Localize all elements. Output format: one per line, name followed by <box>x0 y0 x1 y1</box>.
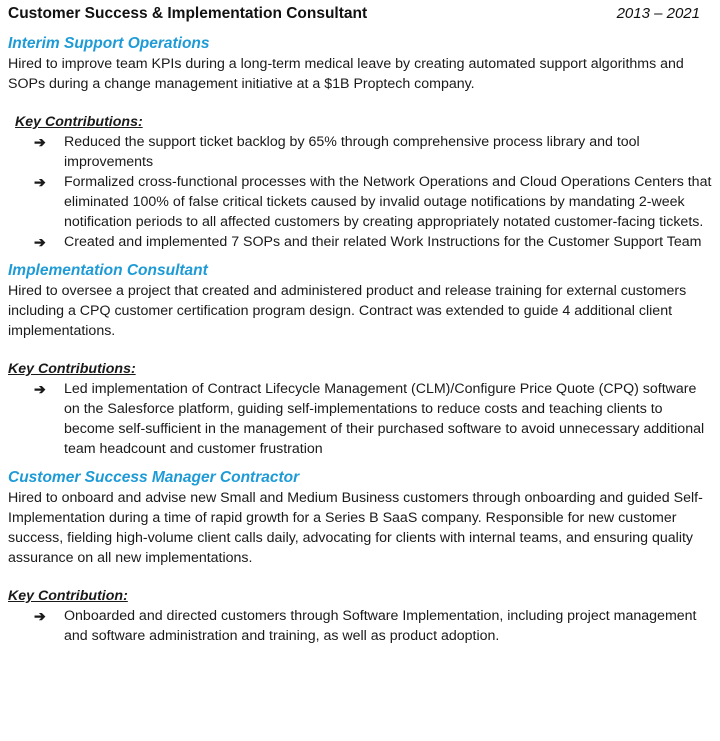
contributions-list <box>8 132 712 252</box>
arrow-right-icon: ➔ <box>34 174 46 190</box>
key-contributions-label: Key Contribution: <box>8 588 128 604</box>
section-description: Hired to oversee a project that created and administered product and release training for external customers including a CPQ customer certification program design. Contract was extended to guide 4 additional client implementations. <box>8 283 687 339</box>
bullet-text: Led implementation of Contract Lifecycle Management (CLM)/Configure Price Quote (CPQ) software on the Salesforce platform, guiding self-implementations to reduce costs and teaching clients to become self-sufficient in the management of their purchased software to avoid unnecessary additional team headcount and customer frustration <box>64 381 705 457</box>
bullet-text: Reduced the support ticket backlog by 65% through comprehensive process library and tool improvements <box>64 134 640 170</box>
key-contributions-label: Key Contributions: <box>8 361 136 377</box>
arrow-right-icon: ➔ <box>34 234 46 250</box>
section-title: Interim Support Operations <box>8 35 210 52</box>
section-csm-contractor <box>8 467 712 646</box>
job-dates: 2013 – 2021 <box>616 5 700 22</box>
job-title: Customer Success & Implementation Consultant <box>8 5 368 22</box>
arrow-right-icon: ➔ <box>34 608 46 624</box>
bullet-text: Formalized cross-functional processes with the Network Operations and Cloud Operations Centers that eliminated 100% of false critical tickets caused by invalid outage notifications by mandating 2-week notification periods to all affected customers by creating appropriately notated customer-facing tickets. <box>64 174 712 230</box>
arrow-right-icon: ➔ <box>34 134 46 150</box>
list-item <box>32 606 712 646</box>
section-description: Hired to improve team KPIs during a long-term medical leave by creating automated support algorithms and SOPs during a change management initiative at a $1B Proptech company. <box>8 56 684 92</box>
bullet-text: Onboarded and directed customers through Software Implementation, including project management and software administration and training, as well as product adoption. <box>64 608 697 644</box>
arrow-right-icon: ➔ <box>34 381 46 397</box>
section-implementation-consultant <box>8 260 712 459</box>
list-item <box>32 172 712 232</box>
section-title: Implementation Consultant <box>8 262 208 279</box>
contributions-list <box>8 606 712 646</box>
list-item <box>32 232 712 252</box>
section-title: Customer Success Manager Contractor <box>8 469 300 486</box>
section-interim-support <box>8 33 712 252</box>
contributions-list <box>8 379 712 459</box>
list-item <box>32 132 712 172</box>
section-description: Hired to onboard and advise new Small and Medium Business customers through onboarding and guided Self-Implementation during a time of rapid growth for a Series B SaaS company. Responsible for new customer success, fielding high-volume client calls daily, advocating for clients with internal teams, and ensuring quality assurance on all new implementations. <box>8 490 703 566</box>
bullet-text: Created and implemented 7 SOPs and their related Work Instructions for the Customer Support Team <box>64 234 702 250</box>
job-header <box>8 4 712 26</box>
key-contributions-label: Key Contributions: <box>15 114 143 130</box>
list-item <box>32 379 712 459</box>
